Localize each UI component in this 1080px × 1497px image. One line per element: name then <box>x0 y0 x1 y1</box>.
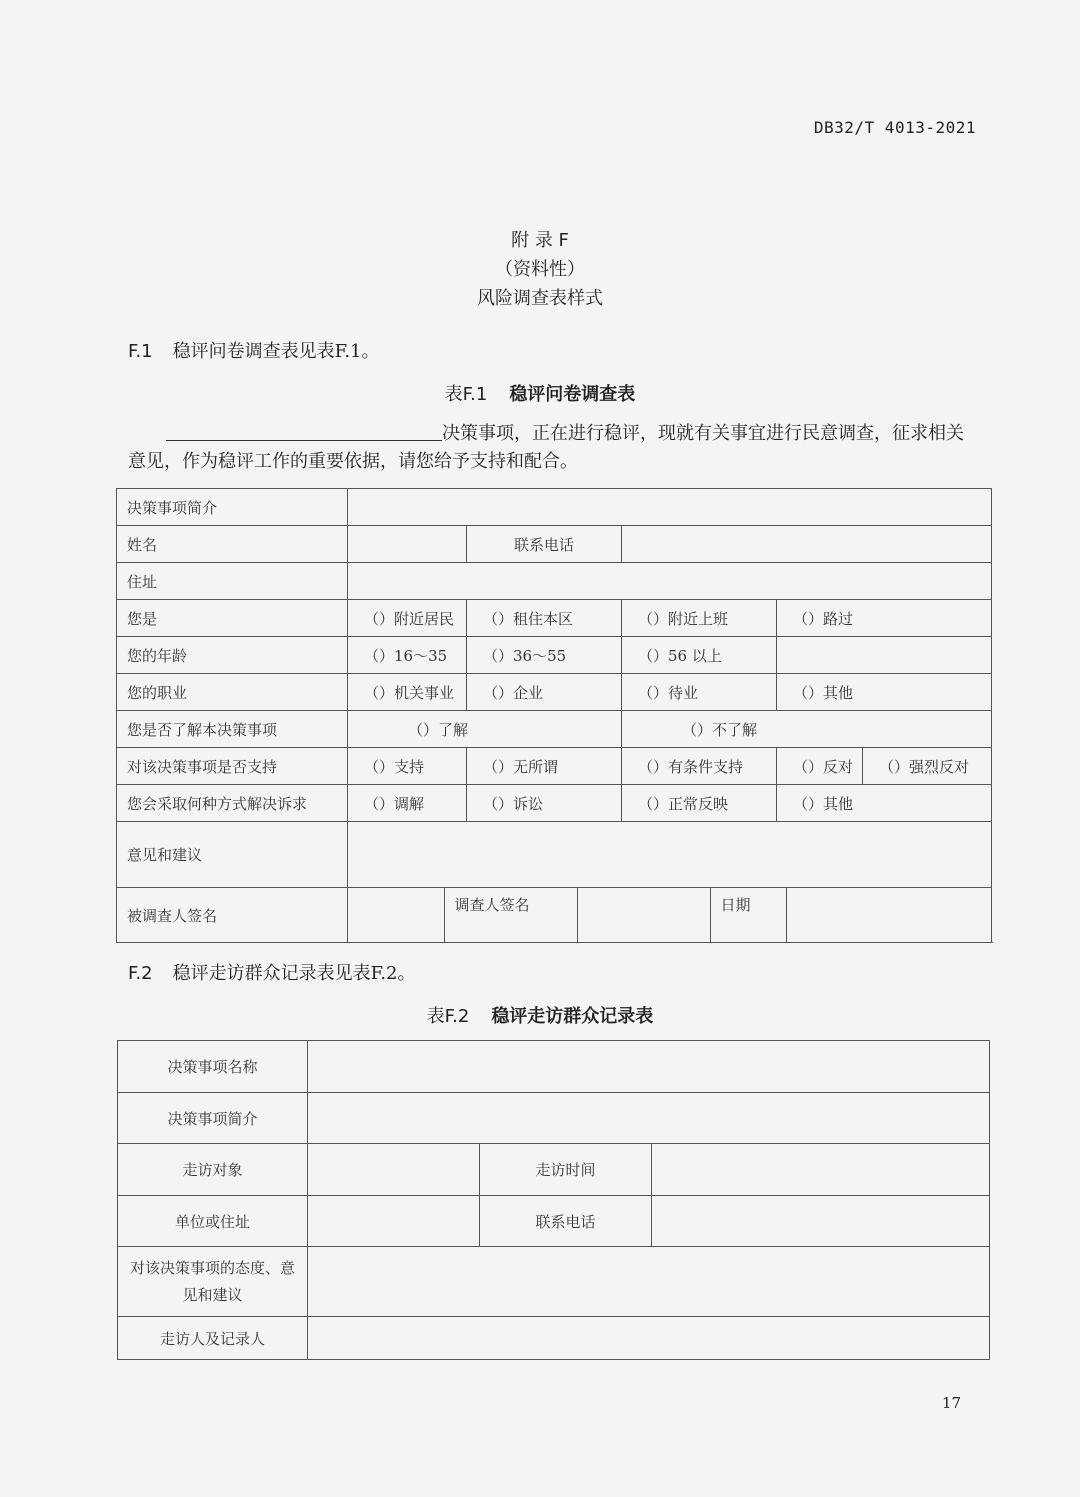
identity-label: 您是 <box>117 600 348 637</box>
table-row <box>118 1317 990 1360</box>
contact-phone-field[interactable] <box>652 1196 990 1247</box>
table1-caption-title: 稳评问卷调查表 <box>509 384 636 405</box>
appendix-heading: 风险调查表样式 <box>477 288 603 309</box>
understand-option[interactable]: （）不了解 <box>622 711 992 748</box>
visit-target-field[interactable] <box>308 1144 480 1196</box>
table1-caption <box>0 380 1080 406</box>
support-option[interactable]: （）支持 <box>348 748 467 785</box>
understand-label: 您是否了解本决策事项 <box>117 711 348 748</box>
table-row <box>117 888 992 943</box>
page-number: 17 <box>942 1394 962 1412</box>
signature-subtable <box>348 888 991 942</box>
table-row <box>117 600 992 637</box>
address-field[interactable] <box>348 563 992 600</box>
visit-time-field[interactable] <box>652 1144 990 1196</box>
support-option[interactable]: （）无所谓 <box>467 748 622 785</box>
attitude-field[interactable] <box>308 1247 990 1317</box>
table2-caption-title: 稳评走访群众记录表 <box>491 1006 654 1027</box>
age-option[interactable]: （）36～55 <box>467 637 622 674</box>
identity-option[interactable]: （）路过 <box>777 600 992 637</box>
section-f2-number: F.2 <box>128 963 153 984</box>
decision-name-label: 决策事项名称 <box>118 1041 308 1093</box>
table-row <box>117 526 992 563</box>
brief-label: 决策事项简介 <box>117 489 348 526</box>
appeal-label: 您会采取何种方式解决诉求 <box>117 785 348 822</box>
survey-table <box>116 488 992 943</box>
support-option[interactable]: （）有条件支持 <box>622 748 777 785</box>
appendix-subtitle: （资料性） <box>495 259 585 280</box>
table-row <box>117 489 992 526</box>
name-field[interactable] <box>348 526 467 563</box>
table-row <box>118 1144 990 1196</box>
visit-time-label: 走访时间 <box>480 1144 652 1196</box>
table-row <box>117 711 992 748</box>
opinion-label: 意见和建议 <box>117 822 348 888</box>
visitor-field[interactable] <box>308 1317 990 1360</box>
attitude-label: 对该决策事项的态度、意见和建议 <box>118 1247 308 1317</box>
table1-intro-text: 决策事项，正在进行稳评，现就有关事宜进行民意调查，征求相关意见，作为稳评工作的重要依据，请您给予支持和配合。 <box>128 423 964 472</box>
age-option[interactable]: （）56 以上 <box>622 637 777 674</box>
phone-label: 联系电话 <box>467 526 622 563</box>
appeal-option[interactable]: （）诉讼 <box>467 785 622 822</box>
surveyor-signature-label: 调查人签名 <box>444 888 577 942</box>
brief-field[interactable] <box>348 489 992 526</box>
decision-item-blank[interactable] <box>166 422 442 441</box>
table-row <box>117 674 992 711</box>
appeal-option[interactable]: （）其他 <box>777 785 992 822</box>
support-option[interactable]: （）反对 <box>777 748 863 785</box>
section-f2 <box>128 959 416 985</box>
respondent-signature-label: 被调查人签名 <box>117 888 348 943</box>
table1-caption-number: 表F.1 <box>444 384 488 405</box>
unit-address-field[interactable] <box>308 1196 480 1247</box>
table1-intro <box>128 420 980 476</box>
appeal-option[interactable]: （）调解 <box>348 785 467 822</box>
age-empty-cell <box>777 637 992 674</box>
table-row <box>117 563 992 600</box>
table-row <box>118 1093 990 1144</box>
age-option[interactable]: （）16～35 <box>348 637 467 674</box>
occupation-option[interactable]: （）企业 <box>467 674 622 711</box>
phone-field[interactable] <box>622 526 992 563</box>
table-row <box>117 822 992 888</box>
table-row <box>117 748 992 785</box>
identity-option[interactable]: （）附近上班 <box>622 600 777 637</box>
occupation-label: 您的职业 <box>117 674 348 711</box>
decision-brief-label: 决策事项简介 <box>118 1093 308 1144</box>
address-label: 住址 <box>117 563 348 600</box>
name-label: 姓名 <box>117 526 348 563</box>
appendix-title: 附 录 F <box>511 230 569 251</box>
date-label: 日期 <box>710 888 786 942</box>
table-row <box>118 1196 990 1247</box>
contact-phone-label: 联系电话 <box>480 1196 652 1247</box>
age-label: 您的年龄 <box>117 637 348 674</box>
understand-option[interactable]: （）了解 <box>348 711 622 748</box>
decision-brief-field[interactable] <box>308 1093 990 1144</box>
table-row <box>117 785 992 822</box>
support-option[interactable]: （）强烈反对 <box>863 748 992 785</box>
appeal-option[interactable]: （）正常反映 <box>622 785 777 822</box>
surveyor-signature-field[interactable] <box>577 888 710 942</box>
decision-name-field[interactable] <box>308 1041 990 1093</box>
occupation-option[interactable]: （）机关事业 <box>348 674 467 711</box>
opinion-field[interactable] <box>348 822 992 888</box>
visit-target-label: 走访对象 <box>118 1144 308 1196</box>
table-row <box>118 1247 990 1317</box>
unit-address-label: 单位或住址 <box>118 1196 308 1247</box>
identity-option[interactable]: （）租住本区 <box>467 600 622 637</box>
identity-option[interactable]: （）附近居民 <box>348 600 467 637</box>
table-row <box>117 637 992 674</box>
occupation-option[interactable]: （）待业 <box>622 674 777 711</box>
section-f1 <box>128 337 380 363</box>
visit-record-table <box>117 1040 990 1360</box>
table2-caption-number: 表F.2 <box>426 1006 470 1027</box>
respondent-signature-field[interactable] <box>348 888 444 942</box>
table-row <box>118 1041 990 1093</box>
visitor-label: 走访人及记录人 <box>118 1317 308 1360</box>
support-label: 对该决策事项是否支持 <box>117 748 348 785</box>
section-f2-text: 稳评走访群众记录表见表F.2。 <box>172 963 416 984</box>
occupation-option[interactable]: （）其他 <box>777 674 992 711</box>
section-f1-number: F.1 <box>128 341 153 362</box>
date-field[interactable] <box>786 888 991 942</box>
document-code: DB32/T 4013-2021 <box>813 118 976 137</box>
table2-caption <box>0 1002 1080 1028</box>
section-f1-text: 稳评问卷调查表见表F.1。 <box>172 341 380 362</box>
